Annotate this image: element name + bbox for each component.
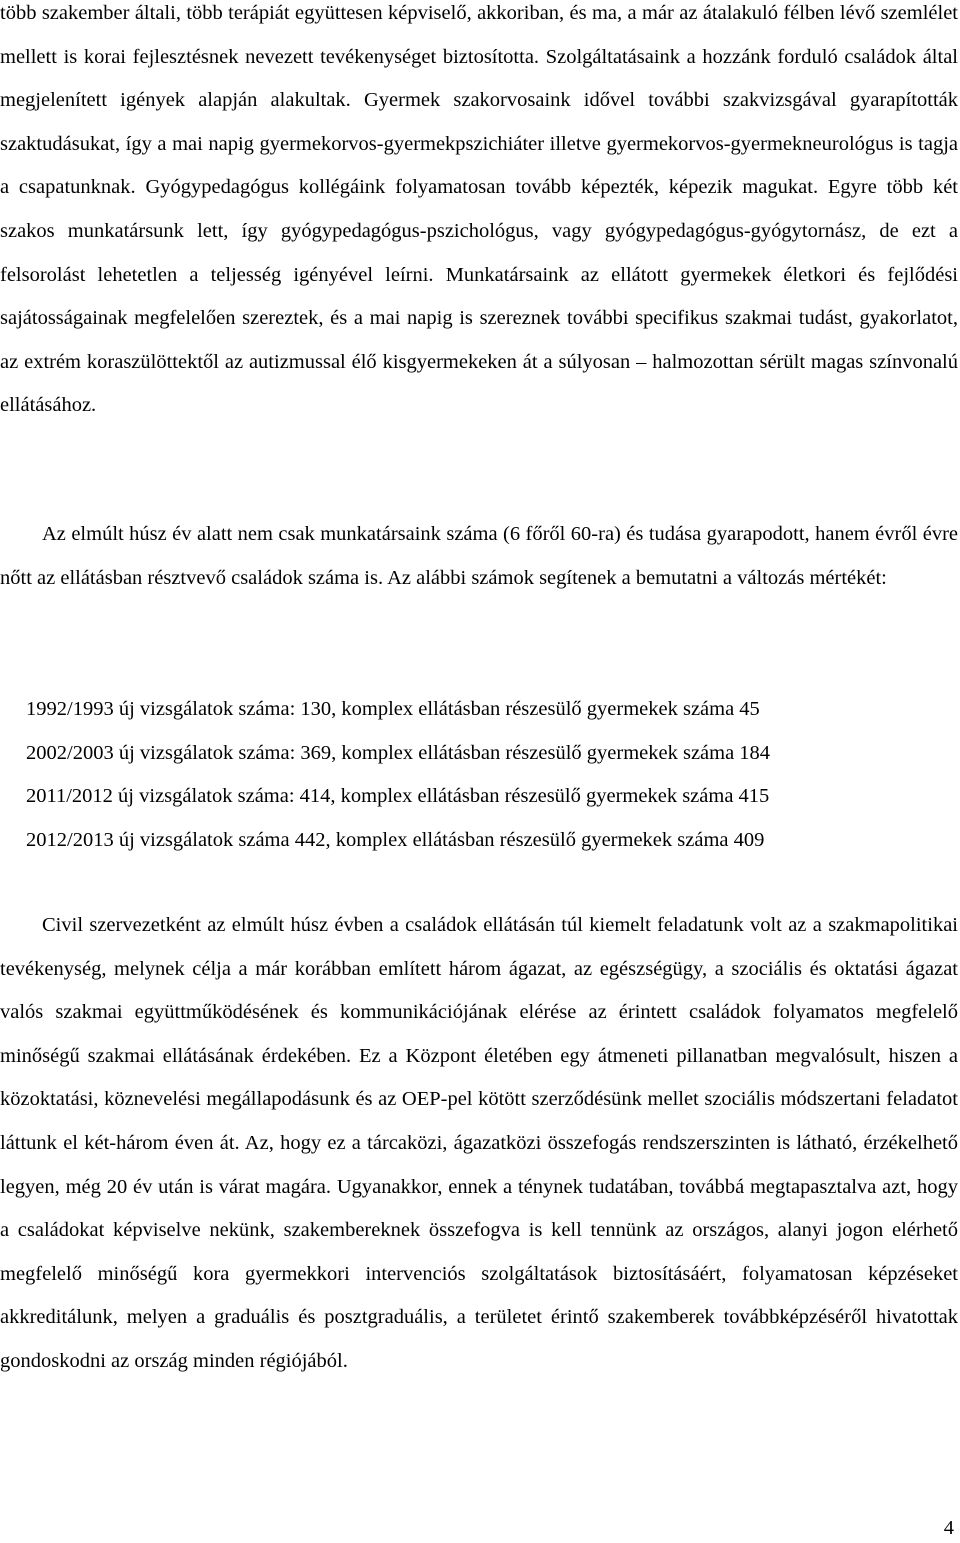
stats-item-2011-2012: 2011/2012 új vizsgálatok száma: 414, komplex ellátásban részesülő gyermekek száma 415 (26, 785, 770, 808)
stats-item-2002-2003: 2002/2003 új vizsgálatok száma: 369, komplex ellátásban részesülő gyermekek száma 184 (26, 741, 771, 764)
statistics-list (26, 688, 770, 862)
paragraph-staff-development: több szakember általi, több terápiát együttesen képviselő, akkoriban, és ma, a már az átalakuló félben lévő szemlélet mellett is korai fejlesztésnek nevezett tevékenységet biztosította. Szolgáltatásaink a hozzánk forduló családok által megjelenített igények alapján alakultak. Gyermek szakorvosaink idővel további szakvizsgával gyarapították szaktudásukat, így a mai napig gyermekorvos-gyermekpszichiáter illetve gyermekorvos-gyermekneurológus is tagja a csapatunknak. Gyógypedagógus kollégáink folyamatosan tovább képezték, képezik magukat. Egyre több két szakos munkatársunk lett, így gyógypedagógus-pszichológus, vagy gyógypedagógus-gyógytornász, de ezt a felsorolást lehetetlen a teljesség igényével leírni. Munkatársaink az ellátott gyermekek életkori és fejlődési sajátosságainak megfelelően szereztek, és a mai napig is szereznek további specifikus szakmai tudást, gyakorlatot, az extrém koraszülöttektől az autizmussal élő kisgyermekeken át a súlyosan – halmozottan sérült magas színvonalú ellátásához. (0, 2, 958, 417)
paragraph-civil-organization: Civil szervezetként az elmúlt húsz évben a családok ellátásán túl kiemelt feladatunk volt az a szakmapolitikai tevékenység, melynek célja a már korábban említett három ágazat, az egészségügy, a szociális és oktatási ágazat valós szakmai együttműködésének és kommunikációjának elérése az érintett családok folyamatos megfelelő minőségű szakmai ellátásának érdekében. Ez a Központ életében egy átmeneti pillanatban megvalósult, hiszen a közoktatási, köznevelési megállapodásunk és az OEP-pel kötött szerződésünk mellet szociális módszertani feladatot láttunk el két-három éven át. Az, hogy ez a tárcaközi, ágazatközi összefogás rendszerszinten is látható, érzékelhető legyen, még 20 év után is várat magára. Ugyanakkor, ennek a ténynek tudatában, továbbá megtapasztalva azt, hogy a családokat képviselve nekünk, szakembereknek összefogva is kell tennünk az országos, alanyi jogon elérhető megfelelő minőségű kora gyermekkori intervenciós szolgáltatások biztosításáért, folyamatosan képzéseket akkreditálunk, melyen a graduális és posztgraduális, a területet érintő szakemberek továbbképzéséről hivatottak gondoskodni az ország minden régiójából. (0, 914, 958, 1372)
paragraph-growth-intro: Az elmúlt húsz év alatt nem csak munkatársaink száma (6 főről 60-ra) és tudása gyarapodott, hanem évről évre nőtt az ellátásban résztvevő családok száma is. Az alábbi számok segítenek a bemutatni a változás mértékét: (0, 523, 958, 589)
page-number: 4 (943, 1517, 954, 1539)
stats-item-2012-2013: 2012/2013 új vizsgálatok száma 442, komplex ellátásban részesülő gyermekek száma 409 (26, 828, 765, 851)
stats-item-1992-1993: 1992/1993 új vizsgálatok száma: 130, komplex ellátásban részesülő gyermekek száma 45 (26, 698, 760, 720)
